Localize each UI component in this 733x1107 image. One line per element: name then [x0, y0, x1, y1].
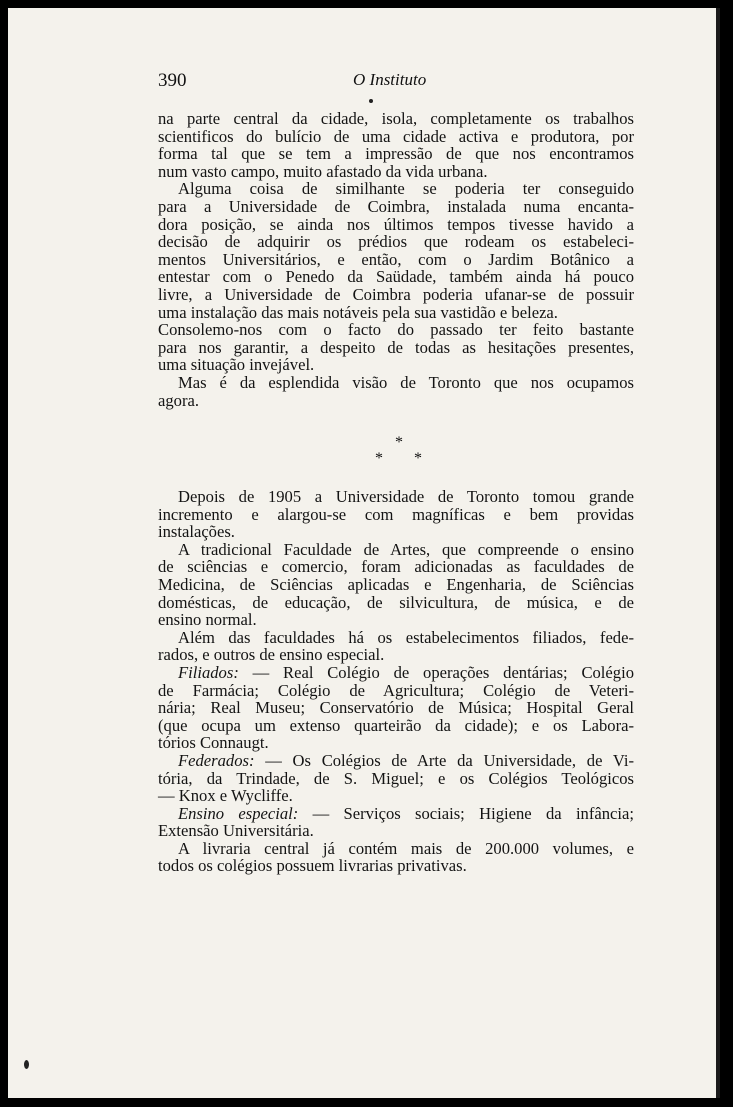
ink-dot: [369, 99, 373, 103]
text-line: agora.: [158, 390, 199, 410]
text-line: na parte central da cidade, isola, completamente os trabalhos: [158, 109, 634, 128]
text-line: num vasto campo, muito afastado da vida urbana.: [158, 161, 488, 181]
asterisk: *: [395, 434, 403, 451]
text-line: de Farmácia; Colégio de Agricultura; Colégio de Veteri-: [158, 680, 634, 700]
text-line: nária; Real Museu; Conservatório de Música; Hospital Geral: [158, 698, 634, 718]
text-line: scientificos do bulício de uma cidade activa e produtora, por: [158, 126, 634, 146]
text-line: tória, da Trindade, de S. Miguel; e os Colégios Teológicos: [158, 768, 634, 788]
text-line: rados, e outros de ensino especial.: [158, 645, 385, 665]
text-line: A tradicional Faculdade de Artes, que compreende o ensino: [178, 539, 634, 559]
section-break-asterism: [370, 434, 440, 470]
text-line: forma tal que se tem a impressão de que nos encontramos: [158, 144, 634, 164]
text-line: todos os colégios possuem livrarias privativas.: [158, 856, 467, 876]
page-header: [158, 70, 618, 98]
asterisk: *: [414, 450, 422, 467]
text-line: — Knox e Wycliffe.: [158, 786, 293, 806]
text-line: domésticas, de educação, de silvicultura, de música, e de: [158, 592, 634, 612]
running-head: O Instituto: [353, 70, 427, 89]
text-line: Filiados: — Real Colégio de operações dentárias; Colégio: [178, 662, 634, 682]
text-line: uma situação invejável.: [158, 355, 315, 375]
text-line: Depois de 1905 a Universidade de Toronto tomou grande: [178, 487, 634, 506]
text-line: de sciências e comercio, foram adicionadas as faculdades de: [158, 557, 634, 577]
text-line: para nos garantir, a despeito de todas as hesitações presentes,: [158, 337, 634, 357]
text-line: livre, a Universidade de Coimbra poderia ufanar-se de possuir: [158, 284, 634, 304]
text-line: incremento e alargou-se com magníficas e bem providas: [158, 504, 634, 524]
text-line: dora posição, se ainda nos últimos tempos tivesse havido a: [158, 214, 634, 234]
text-line: Além das faculdades há os estabelecimentos filiados, fede-: [178, 627, 634, 647]
text-line: Consolemo-nos com o facto do passado ter feito bastante: [158, 320, 634, 340]
text-line: (que ocupa um extenso quarteirão da cidade); e os Labora-: [158, 715, 634, 735]
text-line: Mas é da esplendida visão de Toronto que nos ocupamos: [178, 372, 634, 392]
text-line: Medicina, de Sciências aplicadas e Engenharia, de Sciências: [158, 574, 634, 594]
text-line: para a Universidade de Coimbra, instalada numa encanta-: [158, 196, 634, 216]
text-line: Alguma coisa de similhante se poderia ter conseguido: [178, 179, 634, 199]
margin-ink-mark: [24, 1060, 29, 1069]
text-line: uma instalação das mais notáveis pela sua vastidão e beleza.: [158, 302, 558, 322]
section-body-1: [158, 110, 634, 409]
run-in-label: Filiados:: [178, 662, 239, 682]
text-line: Ensino especial: — Serviços sociais; Higiene da infância;: [178, 803, 634, 823]
text-line: decisão de adquirir os prédios que rodeam os estabeleci-: [158, 232, 634, 252]
run-in-label: Ensino especial:: [178, 803, 299, 823]
text-line: ensino normal.: [158, 610, 257, 630]
asterisk: *: [375, 450, 383, 467]
run-in-label: Federados:: [178, 750, 255, 770]
section-body-2: [158, 488, 634, 875]
text-line: A livraria central já contém mais de 200.000 volumes, e: [178, 838, 634, 858]
text-line: Federados: — Os Colégios de Arte da Universidade, de Vi-: [178, 750, 634, 770]
text-line: entestar com o Penedo da Saüdade, também ainda há pouco: [158, 267, 634, 287]
text-line: tórios Connaugt.: [158, 733, 269, 753]
page-number: 390: [158, 70, 187, 91]
text-line: instalações.: [158, 522, 235, 542]
text-line: mentos Universitários, e então, com o Jardim Botânico a: [158, 249, 634, 269]
text-line: Extensão Universitária.: [158, 821, 314, 841]
